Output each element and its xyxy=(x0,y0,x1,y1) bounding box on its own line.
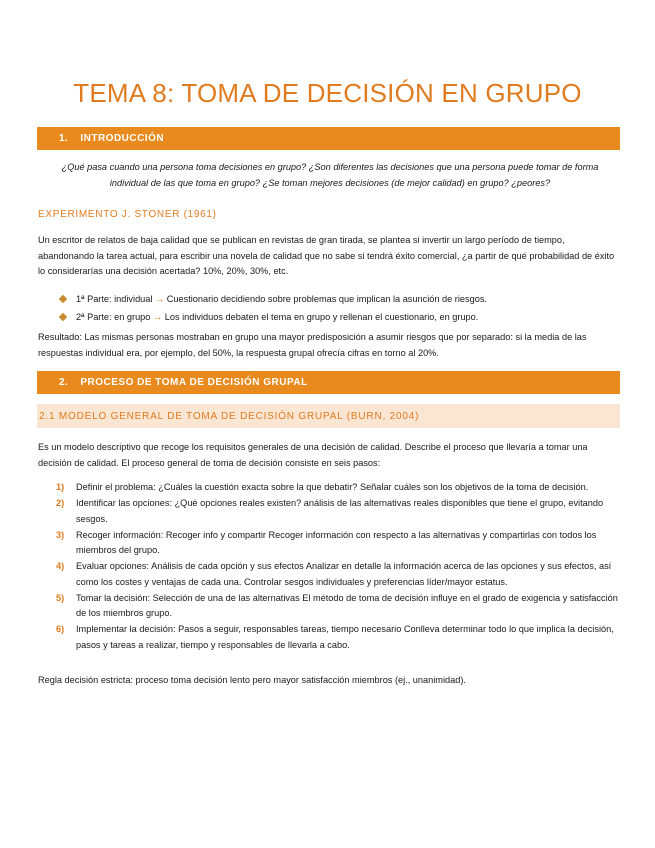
page-title: TEMA 8: TOMA DE DECISIÓN EN GRUPO xyxy=(73,78,582,108)
stoner-heading: EXPERIMENTO J. STONER (1961) xyxy=(38,209,217,220)
section-heading-introduccion xyxy=(37,127,620,150)
section-heading-proceso xyxy=(37,371,620,394)
list-item xyxy=(58,622,618,653)
list-item xyxy=(58,308,618,326)
bullet-label: 2ª Parte: en grupo xyxy=(76,312,151,322)
bullet-label: 1ª Parte: individual xyxy=(76,294,153,304)
stoner-bullet-list xyxy=(58,290,618,326)
list-item xyxy=(58,559,618,590)
list-item xyxy=(58,496,618,527)
step-number: 5) xyxy=(56,592,65,603)
bullet-text: Los individuos debaten el tema en grupo y rellenan el cuestionario, en grupo. xyxy=(164,312,479,322)
section-label: INTRODUCCIÓN xyxy=(80,133,165,144)
step-text: Implementar la decisión: Pasos a seguir, responsables tareas, tiempo necesario Conlleva determinar todo lo que implica la decisión, pasos y tareas a realizar, tiempo y responsables de llevarla a cabo. xyxy=(76,624,614,650)
section-number: 1. xyxy=(59,133,69,144)
step-text: Tomar la decisión: Selección de una de las alternativas El método de toma de decisión influye en el grado de exigencia y satisfacción de los miembros grupo. xyxy=(76,592,618,618)
step-number: 1) xyxy=(56,482,65,492)
step-text: Identificar las opciones: ¿Qué opciones reales existen? análisis de las alternativas reales disponibles que tiene el grupo, evitando sesgos. xyxy=(76,498,604,524)
list-item xyxy=(58,290,618,308)
list-item xyxy=(58,528,618,559)
right-arrow-icon: → xyxy=(155,294,165,304)
diamond-bullet-icon xyxy=(59,313,67,321)
list-item xyxy=(58,480,618,496)
step-text: Evaluar opciones: Análisis de cada opción y sus efectos Analizar en detalle la información acerca de las opciones y sus efectos, así como los costes y ventajas de cada una. Controlar sesgos individuales y preferencias líder/mayor estatus. xyxy=(76,561,612,587)
intro-questions: ¿Qué pasa cuando una persona toma decisiones en grupo? ¿Son diferentes las decisiones que una persona puede tomar de forma individual de las que toma en grupo? ¿Se toman mejores decisiones (de mejor calidad) en grupo? ¿peores? xyxy=(61,162,599,188)
step-number: 2) xyxy=(56,498,65,508)
stoner-paragraph: Un escritor de relatos de baja calidad que se publican en revistas de gran tirada, se plantea si invertir un largo período de tiempo, abandonando la tarea actual, para escribir una novela de calidad que no sabe si tendrá éxito comercial, ¿a partir de qué probabilidad de éxito lo considerarías una decisión acertada? 10%, 20%, 30%, etc. xyxy=(38,235,615,276)
decision-rule: Regla decisión estricta: proceso toma decisión lento pero mayor satisfacción miembros (ej., unanimidad). xyxy=(38,675,466,685)
section-label: PROCESO DE TOMA DE DECISIÓN GRUPAL xyxy=(80,377,308,388)
step-text: Definir el problema: ¿Cuáles la cuestión exacta sobre la que debatir? Señalar cuáles son los objetivos de la toma de decisión. xyxy=(76,482,589,492)
step-number: 6) xyxy=(56,624,65,634)
process-paragraph: Es un modelo descriptivo que recoge los requisitos generales de una decisión de calidad. Describe el proceso que llevaría a tomar una decisión de calidad. El proceso general de toma de decisión consiste en seis pasos: xyxy=(38,442,588,468)
subsection-heading-modelo: 2.1 MODELO GENERAL DE TOMA DE DECISIÓN GRUPAL (BURN, 2004) xyxy=(37,404,620,428)
process-steps-list xyxy=(58,480,618,654)
stoner-result: Resultado: Las mismas personas mostraban en grupo una mayor predisposición a asumir riesgos que por separado: si la media de las respuestas individual era, por ejemplo, del 50%, la respuesta grupal ofrecía cifras en torno al 20%. xyxy=(38,332,587,358)
step-text: Recoger información: Recoger info y compartir Recoger información con respecto a las alternativas y compartirlas con todos los miembros del grupo. xyxy=(76,529,597,555)
step-number: 4) xyxy=(56,561,65,571)
right-arrow-icon: → xyxy=(152,312,163,322)
step-number: 3) xyxy=(56,529,65,540)
diamond-bullet-icon xyxy=(59,295,67,303)
section-number: 2. xyxy=(59,377,69,388)
bullet-text: Cuestionario decidiendo sobre problemas que implican la asunción de riesgos. xyxy=(166,294,487,304)
list-item xyxy=(58,591,618,622)
